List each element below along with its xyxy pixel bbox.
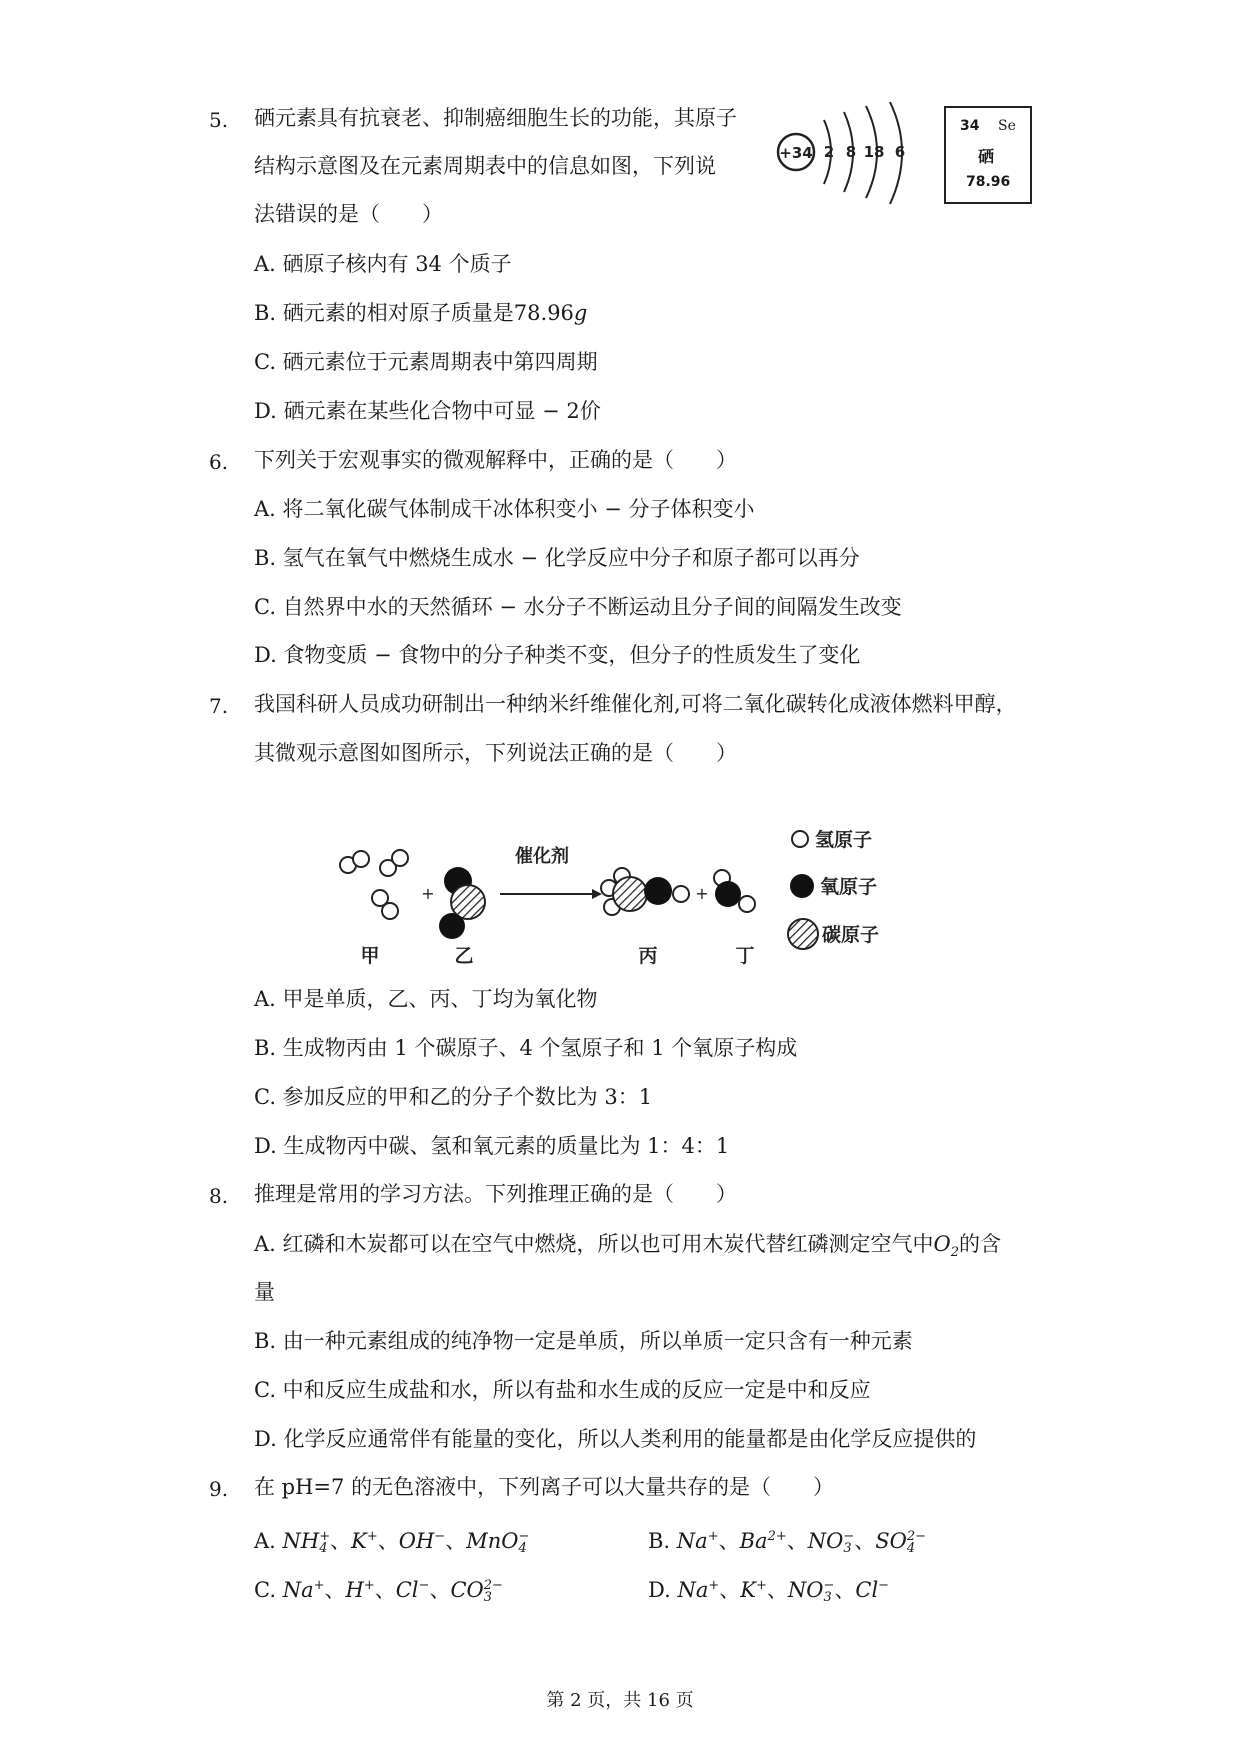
reaction-micro-diagram bbox=[330, 812, 920, 980]
ion-hydrogen: H bbox=[345, 1578, 364, 1602]
ion-charge: + bbox=[707, 1529, 719, 1544]
separator: 、 bbox=[766, 1578, 788, 1602]
legend-carbon-label: 碳原子 bbox=[822, 924, 880, 946]
electron-count-shell-4: 6 bbox=[894, 143, 906, 161]
question-9-option-b bbox=[648, 1522, 926, 1556]
relative-atomic-mass: 78.96 bbox=[966, 174, 1011, 190]
question-7-option-b: B. 生成物丙由 1 个碳原子、4 个氢原子和 1 个氧原子构成 bbox=[254, 1036, 798, 1060]
question-7-option-a: A. 甲是单质，乙、丙、丁均为氧化物 bbox=[254, 987, 598, 1011]
ion-charge: + bbox=[755, 1578, 767, 1593]
label-jia: 甲 bbox=[360, 945, 380, 967]
legend-hydrogen-icon bbox=[792, 831, 808, 847]
separator: 、 bbox=[854, 1529, 876, 1553]
ion-barium: Ba bbox=[739, 1529, 768, 1553]
option-label: D. bbox=[648, 1578, 671, 1602]
question-6-option-a: A. 将二氧化碳气体制成干冰体积变小 − 分子体积变小 bbox=[254, 497, 755, 521]
question-5-option-b bbox=[254, 298, 587, 328]
ion-carbonate: CO bbox=[450, 1578, 484, 1602]
label-bing: 丙 bbox=[638, 945, 658, 967]
ion-subscript: 3 bbox=[483, 1589, 493, 1605]
question-9-option-a bbox=[254, 1522, 529, 1556]
question-9-stem: 在 pH=7 的无色溶液中，下列离子可以大量共存的是（ ） bbox=[254, 1475, 835, 1499]
diagram-legend bbox=[788, 828, 879, 949]
question-7-stem-line-1: 我国科研人员成功研制出一种纳米纤维催化剂,可将二氧化碳转化成液体燃料甲醇， bbox=[254, 692, 1017, 716]
separator: 、 bbox=[445, 1529, 467, 1553]
legend-carbon-icon bbox=[788, 919, 818, 949]
option-a-text: A. 红磷和木炭都可以在空气中燃烧，所以也可用木炭代替红磷测定空气中 bbox=[254, 1232, 934, 1256]
question-5-stem-line-3: 法错误的是（ ） bbox=[254, 202, 443, 226]
ion-charge: − bbox=[878, 1578, 890, 1593]
ion-sulfate: SO bbox=[875, 1529, 907, 1553]
question-7-number: 7. bbox=[209, 694, 229, 718]
ion-subscript: 4 bbox=[906, 1540, 916, 1556]
question-6-option-c: C. 自然界中水的天然循环 − 水分子不断运动且分子间的间隔发生改变 bbox=[254, 595, 902, 619]
ion-subscript: 4 bbox=[518, 1540, 527, 1556]
option-a-formula: O bbox=[933, 1232, 951, 1256]
page-footer: 第 2 页，共 16 页 bbox=[546, 1690, 694, 1711]
separator: 、 bbox=[330, 1529, 352, 1553]
separator: 、 bbox=[429, 1578, 451, 1602]
question-8-option-d: D. 化学反应通常伴有能量的变化，所以人类利用的能量都是由化学反应提供的 bbox=[254, 1427, 977, 1451]
separator: 、 bbox=[374, 1578, 396, 1602]
ion-charge: − bbox=[434, 1529, 446, 1544]
question-5-option-a: A. 硒原子核内有 34 个质子 bbox=[254, 252, 512, 276]
ion-charge: + bbox=[708, 1578, 720, 1593]
reactant-jia-hydrogen-molecules bbox=[340, 850, 408, 919]
product-ding-water bbox=[714, 870, 755, 912]
option-label: C. bbox=[254, 1578, 276, 1602]
question-5-option-d: D. 硒元素在某些化合物中可显 − 2价 bbox=[254, 399, 601, 423]
atomic-number: 34 bbox=[960, 118, 980, 134]
option-b-value: 78.96 bbox=[513, 301, 574, 325]
question-8-option-b: B. 由一种元素组成的纯净物一定是单质，所以单质一定只含有一种元素 bbox=[254, 1329, 913, 1353]
ion-charge: − bbox=[418, 1578, 430, 1593]
ion-charge: + bbox=[363, 1578, 375, 1593]
question-7-option-c: C. 参加反应的甲和乙的分子个数比为 3：1 bbox=[254, 1085, 653, 1109]
question-6-option-b: B. 氢气在氧气中燃烧生成水 − 化学反应中分子和原子都可以再分 bbox=[254, 546, 860, 570]
ion-sodium: Na bbox=[282, 1578, 314, 1602]
question-6-stem: 下列关于宏观事实的微观解释中，正确的是（ ） bbox=[254, 448, 737, 472]
option-b-unit: g bbox=[573, 301, 588, 325]
electron-count-shell-1: 2 bbox=[823, 143, 835, 161]
ion-hydroxide: OH bbox=[398, 1529, 435, 1553]
option-label: A. bbox=[254, 1529, 276, 1553]
question-9-option-c bbox=[254, 1571, 503, 1605]
question-8-stem: 推理是常用的学习方法。下列推理正确的是（ ） bbox=[254, 1182, 737, 1206]
ion-chloride: Cl bbox=[395, 1578, 419, 1602]
ion-potassium: K bbox=[351, 1529, 367, 1553]
question-8-number: 8. bbox=[209, 1184, 229, 1208]
ion-charge: 2+ bbox=[767, 1529, 787, 1544]
ion-permanganate: MnO bbox=[466, 1529, 519, 1553]
ion-nitrate: NO bbox=[807, 1529, 844, 1553]
element-name: 硒 bbox=[978, 147, 995, 166]
question-6-number: 6. bbox=[209, 450, 229, 474]
question-8-option-a-line-2: 量 bbox=[254, 1280, 275, 1304]
question-7-option-d: D. 生成物丙中碳、氢和氧元素的质量比为 1：4：1 bbox=[254, 1134, 730, 1158]
atom-nucleus-charge: +34 bbox=[779, 144, 813, 162]
legend-hydrogen-label: 氢原子 bbox=[815, 829, 873, 851]
ion-charge: + bbox=[313, 1578, 325, 1593]
selenium-atom-structure-diagram bbox=[772, 100, 922, 206]
ion-ammonium: NH bbox=[282, 1529, 320, 1553]
plus-sign-2: + bbox=[695, 884, 709, 903]
separator: 、 bbox=[718, 1529, 740, 1553]
ion-charge: − bbox=[843, 1528, 855, 1544]
electron-count-shell-3: 18 bbox=[863, 143, 885, 161]
electron-count-shell-2: 8 bbox=[845, 143, 857, 161]
ion-charge: 2− bbox=[483, 1577, 503, 1593]
ion-sodium: Na bbox=[677, 1578, 709, 1602]
product-bing-methanol bbox=[601, 868, 689, 915]
ion-subscript: 4 bbox=[319, 1540, 328, 1556]
question-8-option-c: C. 中和反应生成盐和水，所以有盐和水生成的反应一定是中和反应 bbox=[254, 1378, 871, 1402]
catalyst-label: 催化剂 bbox=[515, 846, 569, 867]
separator: 、 bbox=[324, 1578, 346, 1602]
label-yi: 乙 bbox=[454, 945, 474, 967]
ion-charge: + bbox=[319, 1528, 331, 1544]
ion-subscript: 3 bbox=[823, 1589, 832, 1605]
plus-sign-1: + bbox=[421, 884, 435, 903]
question-9-option-d bbox=[648, 1571, 889, 1605]
ion-nitrate: NO bbox=[787, 1578, 824, 1602]
label-ding: 丁 bbox=[735, 945, 755, 967]
question-9-number: 9. bbox=[209, 1477, 229, 1501]
question-5-number: 5. bbox=[209, 108, 229, 132]
ion-subscript: 3 bbox=[843, 1540, 852, 1556]
question-5-stem-line-2: 结构示意图及在元素周期表中的信息如图，下列说 bbox=[254, 154, 716, 178]
element-symbol: Se bbox=[998, 118, 1016, 134]
question-7-stem-line-2: 其微观示意图如图所示，下列说法正确的是（ ） bbox=[254, 741, 737, 765]
separator: 、 bbox=[719, 1578, 741, 1602]
legend-oxygen-icon bbox=[790, 874, 814, 898]
separator: 、 bbox=[834, 1578, 856, 1602]
ion-charge: + bbox=[366, 1529, 378, 1544]
ion-charge: − bbox=[823, 1577, 835, 1593]
reactant-yi-carbon-dioxide bbox=[439, 867, 485, 939]
option-a-formula-subscript: 2 bbox=[950, 1245, 960, 1261]
option-label: B. bbox=[648, 1529, 671, 1553]
periodic-table-cell-selenium bbox=[944, 106, 1032, 204]
question-5-option-c: C. 硒元素位于元素周期表中第四周期 bbox=[254, 350, 598, 374]
ion-sodium: Na bbox=[676, 1529, 708, 1553]
question-5-stem-line-1: 硒元素具有抗衰老、抑制癌细胞生长的功能，其原子 bbox=[254, 106, 737, 130]
option-a-text-end: 的含 bbox=[959, 1232, 1002, 1256]
legend-oxygen-label: 氧原子 bbox=[820, 876, 878, 898]
separator: 、 bbox=[377, 1529, 399, 1553]
option-b-text: B. 硒元素的相对原子质量是 bbox=[254, 301, 514, 325]
question-8-option-a-line-1 bbox=[254, 1229, 1001, 1268]
ion-chloride: Cl bbox=[855, 1578, 879, 1602]
ion-charge: 2− bbox=[906, 1528, 927, 1544]
ion-potassium: K bbox=[740, 1578, 756, 1602]
ion-charge: − bbox=[518, 1528, 530, 1544]
question-6-option-d: D. 食物变质 − 食物中的分子种类不变，但分子的性质发生了变化 bbox=[254, 643, 861, 667]
separator: 、 bbox=[786, 1529, 808, 1553]
